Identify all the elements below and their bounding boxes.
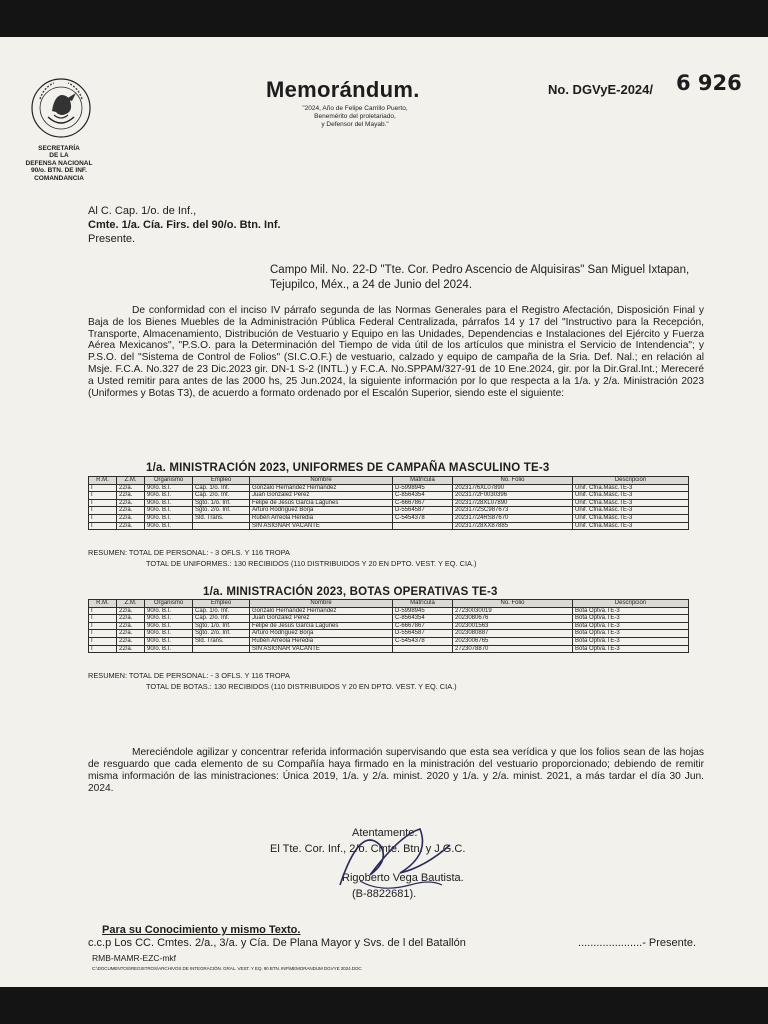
- table-cell: [393, 522, 453, 530]
- table-title: 1/a. MINISTRACIÓN 2023, UNIFORMES DE CAMPAÑA MASCULINO TE-3: [146, 462, 550, 474]
- addressee-line: Presente.: [88, 233, 136, 245]
- table-cell: I: [89, 637, 117, 645]
- table-cell: Sgto. 1/o. Inf.: [193, 499, 250, 507]
- column-header: Nombre: [250, 600, 393, 608]
- table-cell: Gonzalo Hernández Hernández: [250, 484, 393, 492]
- column-header: Descripción: [573, 600, 689, 608]
- table-cell: [193, 645, 250, 653]
- reference-prefix: No. DGVyE-2024/: [548, 82, 654, 97]
- table-row: [89, 499, 689, 507]
- table-cell: 2023006765: [453, 637, 573, 645]
- table-cell: 22/a.: [117, 499, 145, 507]
- table-cell: Felipe de Jesús García Lagunes: [250, 499, 393, 507]
- table-cell: Cap. 2/o. Inf.: [193, 615, 250, 623]
- table-cell: C-8564354: [393, 615, 453, 623]
- table-row: [89, 507, 689, 515]
- column-header: Z.M.: [117, 600, 145, 608]
- column-header: R.M.: [89, 600, 117, 608]
- table-cell: D-5564587: [393, 630, 453, 638]
- table-cell: Felipe de Jesús García Lagunes: [250, 622, 393, 630]
- table-cell: 202317/2F0030396: [453, 492, 573, 500]
- table-cell: Unif. Cfña.Masc.TE-3: [573, 484, 689, 492]
- table-title: 1/a. MINISTRACIÓN 2023, BOTAS OPERATIVAS TE-3: [203, 586, 498, 598]
- reference-number: 6 926: [676, 71, 742, 95]
- column-header: No. Folio: [453, 477, 573, 485]
- table-cell: [393, 645, 453, 653]
- table-cell: 90/o. B.I.: [145, 622, 193, 630]
- table-cell: 2023001563: [453, 622, 573, 630]
- table-row: [89, 607, 689, 615]
- table-cell: 90/o. B.I.: [145, 514, 193, 522]
- table-header-row: [89, 600, 689, 608]
- table-cell: Rubén Arreola Heredia: [250, 514, 393, 522]
- year-motto: [270, 105, 440, 128]
- table-cell: D-5998945: [393, 484, 453, 492]
- table-row: [89, 484, 689, 492]
- boots-table: [88, 599, 689, 653]
- column-header: No. Folio: [453, 600, 573, 608]
- table-cell: C-5454378: [393, 514, 453, 522]
- table-cell: Sgto. 2/o. Inf.: [193, 630, 250, 638]
- table-cell: 22/a.: [117, 622, 145, 630]
- table-cell: Cap. 1/o. Inf.: [193, 607, 250, 615]
- table-cell: Sld. Trans.: [193, 514, 250, 522]
- table-cell: Rubén Arreola Heredia: [250, 637, 393, 645]
- table-cell: 22/a.: [117, 645, 145, 653]
- table-cell: Bota Optva.TE-3: [573, 607, 689, 615]
- table-row: [89, 630, 689, 638]
- author-initials: RMB-MAMR-EZC-mkf: [92, 953, 177, 963]
- table-cell: Sld. Trans.: [193, 637, 250, 645]
- cc-presente: .....................- Presente.: [578, 937, 696, 949]
- table-cell: I: [89, 645, 117, 653]
- table-cell: 22/a.: [117, 615, 145, 623]
- national-seal-icon: [30, 77, 92, 139]
- column-header: Empleo: [193, 477, 250, 485]
- table-cell: I: [89, 522, 117, 530]
- table-cell: Bota Optva.TE-3: [573, 615, 689, 623]
- table-cell: C-6667867: [393, 499, 453, 507]
- table-summary: TOTAL DE BOTAS.: 130 RECIBIDOS (110 DISTRIBUIDOS Y 20 EN DPTO. VEST. Y EQ. CIA.): [146, 682, 457, 691]
- table-cell: [193, 522, 250, 530]
- motto-line: "2024, Año de Felipe Carrillo Puerto,: [302, 105, 408, 112]
- table-cell: Bota Optva.TE-3: [573, 630, 689, 638]
- column-header: Matrícula: [393, 600, 453, 608]
- table-cell: 2023080887: [453, 630, 573, 638]
- column-header: R.M.: [89, 477, 117, 485]
- table-cell: 90/o. B.I.: [145, 522, 193, 530]
- table-cell: I: [89, 622, 117, 630]
- signer-rank: El Tte. Cor. Inf., 2/o. Cmte. Btn. y J.G.C.: [270, 843, 466, 855]
- table-summary: TOTAL DE UNIFORMES.: 130 RECIBIDOS (110 DISTRIBUIDOS Y 20 EN DPTO. VEST. Y EQ. CIA.): [146, 559, 477, 568]
- table-cell: I: [89, 484, 117, 492]
- table-cell: 22/a.: [117, 507, 145, 515]
- cc-heading: Para su Conocimiento y mismo Texto.: [102, 924, 301, 936]
- issuing-office-line: DEFENSA NACIONAL: [25, 159, 93, 167]
- table-cell: Bota Optva.TE-3: [573, 622, 689, 630]
- table-cell: Bota Optva.TE-3: [573, 645, 689, 653]
- table-cell: 90/o. B.I.: [145, 492, 193, 500]
- table-cell: 22/a.: [117, 492, 145, 500]
- table-row: [89, 622, 689, 630]
- table-cell: I: [89, 499, 117, 507]
- table-cell: Unif. Cfña.Masc.TE-3: [573, 492, 689, 500]
- table-cell: SIN ASIGNAR VACANTE: [250, 645, 393, 653]
- table-cell: 22/a.: [117, 637, 145, 645]
- table-cell: Sgto. 2/o. Inf.: [193, 507, 250, 515]
- table-cell: 90/o. B.I.: [145, 615, 193, 623]
- table-cell: 27230030019: [453, 607, 573, 615]
- table-cell: 90/o. B.I.: [145, 607, 193, 615]
- table-cell: 22/a.: [117, 514, 145, 522]
- table-cell: Juan González Pérez: [250, 492, 393, 500]
- table-cell: 202317/28XL07890: [453, 499, 573, 507]
- table-cell: C-6667867: [393, 622, 453, 630]
- closing-salutation: Atentamente.: [352, 827, 418, 839]
- table-cell: 202317/2SC987673: [453, 507, 573, 515]
- column-header: Z.M.: [117, 477, 145, 485]
- column-header: Matrícula: [393, 477, 453, 485]
- table-cell: Arturo Rodríguez Borja: [250, 507, 393, 515]
- motto-line: y Defensor del Mayab.": [321, 120, 389, 128]
- table-cell: Gonzalo Hernández Hernández: [250, 607, 393, 615]
- document-title: Memorándum.: [266, 77, 420, 102]
- issuing-office-line: DE LA: [49, 152, 69, 160]
- table-cell: 2723078870: [453, 645, 573, 653]
- table-cell: C-5454378: [393, 637, 453, 645]
- table-row: [89, 645, 689, 653]
- table-row: [89, 615, 689, 623]
- table-cell: Juan González Pérez: [250, 615, 393, 623]
- table-cell: 22/a.: [117, 630, 145, 638]
- signer-name: Rigoberto Vega Bautista.: [342, 872, 464, 884]
- table-cell: Unif. Cfña.Masc.TE-3: [573, 499, 689, 507]
- table-cell: SIN ASIGNAR VACANTE: [250, 522, 393, 530]
- table-cell: 202317/6XL07890: [453, 484, 573, 492]
- table-summary: RESUMEN: TOTAL DE PERSONAL: - 3 OFLS. Y 116 TROPA: [88, 548, 290, 557]
- body-paragraph: Mereciéndole agilizar y concentrar referida información supervisando que esta sea verídica y que los folios sean de las hojas de resguardo que cada elemento de su Compañía haya firmado en la ministración del vestuario proporcionado; debiendo de remitir misma información de las ministraciones: Única 2019, 1/a. y 2/a. minist. 2020 y 1/a. y 2/a. minist. 2021, a más tardar el día 30 Jun. 2024.: [88, 747, 704, 794]
- table-cell: D-5998945: [393, 607, 453, 615]
- table-summary: RESUMEN: TOTAL DE PERSONAL: - 3 OFLS. Y 116 TROPA: [88, 671, 290, 680]
- table-cell: I: [89, 492, 117, 500]
- table-cell: 22/a.: [117, 522, 145, 530]
- handwritten-signature: [330, 815, 470, 905]
- memorandum-page: [0, 37, 768, 987]
- addressee-line: Cmte. 1/a. Cía. Firs. del 90/o. Btn. Inf.: [88, 219, 281, 231]
- document-file-path: C:\DOCUMENTOS\REGISTROS\ARCHIVOS DE INTEGRACIÓN. GRAL. VEST. Y EQ. 90 BTN. INF\MEMORANDUM DGVYE 2024.DOC: [92, 966, 362, 971]
- table-cell: Unif. Cfña.Masc.TE-3: [573, 507, 689, 515]
- table-cell: 2023080676: [453, 615, 573, 623]
- table-cell: I: [89, 607, 117, 615]
- table-cell: 90/o. B.I.: [145, 645, 193, 653]
- table-cell: 90/o. B.I.: [145, 484, 193, 492]
- motto-line: Benemérito del proletariado,: [314, 112, 396, 120]
- issuing-office-line: COMANDANCIA: [34, 174, 84, 182]
- table-row: [89, 522, 689, 530]
- column-header: Organismo: [145, 477, 193, 485]
- table-cell: I: [89, 514, 117, 522]
- table-cell: I: [89, 615, 117, 623]
- cc-line: [88, 937, 696, 949]
- table-cell: 202317/28XX87885: [453, 522, 573, 530]
- table-cell: D-5564587: [393, 507, 453, 515]
- table-cell: Sgto. 1/o. Inf.: [193, 622, 250, 630]
- table-cell: Arturo Rodríguez Borja: [250, 630, 393, 638]
- addressee-line: Al C. Cap. 1/o. de Inf.,: [88, 205, 197, 217]
- table-cell: Unif. Cfña.Masc.TE-3: [573, 522, 689, 530]
- table-header-row: [89, 477, 689, 485]
- table-cell: 202317/24RS87670: [453, 514, 573, 522]
- table-cell: 90/o. B.I.: [145, 499, 193, 507]
- signer-id: (B-8822681).: [352, 888, 417, 900]
- column-header: Organismo: [145, 600, 193, 608]
- place-and-date: Campo Mil. No. 22-D "Tte. Cor. Pedro Ascencio de Alquisiras" San Miguel Ixtapan, Tejupilco, Méx., a 24 de Junio del 2024.: [270, 264, 690, 291]
- issuing-office-block: [0, 145, 118, 182]
- table-cell: 90/o. B.I.: [145, 507, 193, 515]
- column-header: Empleo: [193, 600, 250, 608]
- table-cell: 22/a.: [117, 484, 145, 492]
- table-cell: 90/o. B.I.: [145, 630, 193, 638]
- table-cell: Bota Optva.TE-3: [573, 637, 689, 645]
- table-cell: Cap. 1/o. Inf.: [193, 484, 250, 492]
- issuing-office-line: 90/o. BTN. DE INF.: [31, 167, 87, 175]
- column-header: Nombre: [250, 477, 393, 485]
- uniforms-table: [88, 476, 689, 530]
- table-cell: 90/o. B.I.: [145, 637, 193, 645]
- table-row: [89, 514, 689, 522]
- column-header: Descripción: [573, 477, 689, 485]
- table-row: [89, 492, 689, 500]
- table-row: [89, 637, 689, 645]
- table-cell: 22/a.: [117, 607, 145, 615]
- body-paragraph: De conformidad con el inciso IV párrafo segunda de las Normas Generales para el Registro Afectación, Disposición Final y Baja de los Bienes Muebles de la Administración Pública Federal Centralizada, párrafos 14 y 17 del "Instructivo para la Recepción, Transporte, Almacenamiento, Distribución de Vestuario y Equipo en las Unidades, Dependencias e Instalaciones del Ejército y Fuerza Aérea Mexicanos", "P.S.O. para la Determinación del Tiempo de vida útil de los artículos que ministra el Servicio de Intendencia"; y P.S.O. del "Sistema de Control de Folios" (SI.C.O.F.) de vestuario, calzado y equipo de campaña de la Sria. Def. Nal.; en relación al Msje. F.C.A. No.327 de 23 Dic.2023 gir. DN-1 S-2 (INTL.) y F.C.A. No.SPPAM/327-91 de 10 Ene.2024, gir. por la Dir.Gral.Int.; Mereceré a Usted remitir para antes de las 2000 hs, 25 Jun.2024, la siguiente información por lo que respecta a la 1/a. y 2/a. Ministración 2023 (Uniformes y Botas T3), de acuerdo a formato ordenado por el Escalón Superior, siendo este el siguiente:: [88, 305, 704, 399]
- cc-recipients: c.c.p Los CC. Cmtes. 2/a., 3/a. y Cía. De Plana Mayor y Svs. de l del Batallón: [88, 937, 466, 949]
- table-cell: Unif. Cfña.Masc.TE-3: [573, 514, 689, 522]
- issuing-office-line: SECRETARÍA: [38, 145, 80, 152]
- table-cell: I: [89, 630, 117, 638]
- table-cell: I: [89, 507, 117, 515]
- table-cell: Cap. 2/o. Inf.: [193, 492, 250, 500]
- table-cell: C-8564354: [393, 492, 453, 500]
